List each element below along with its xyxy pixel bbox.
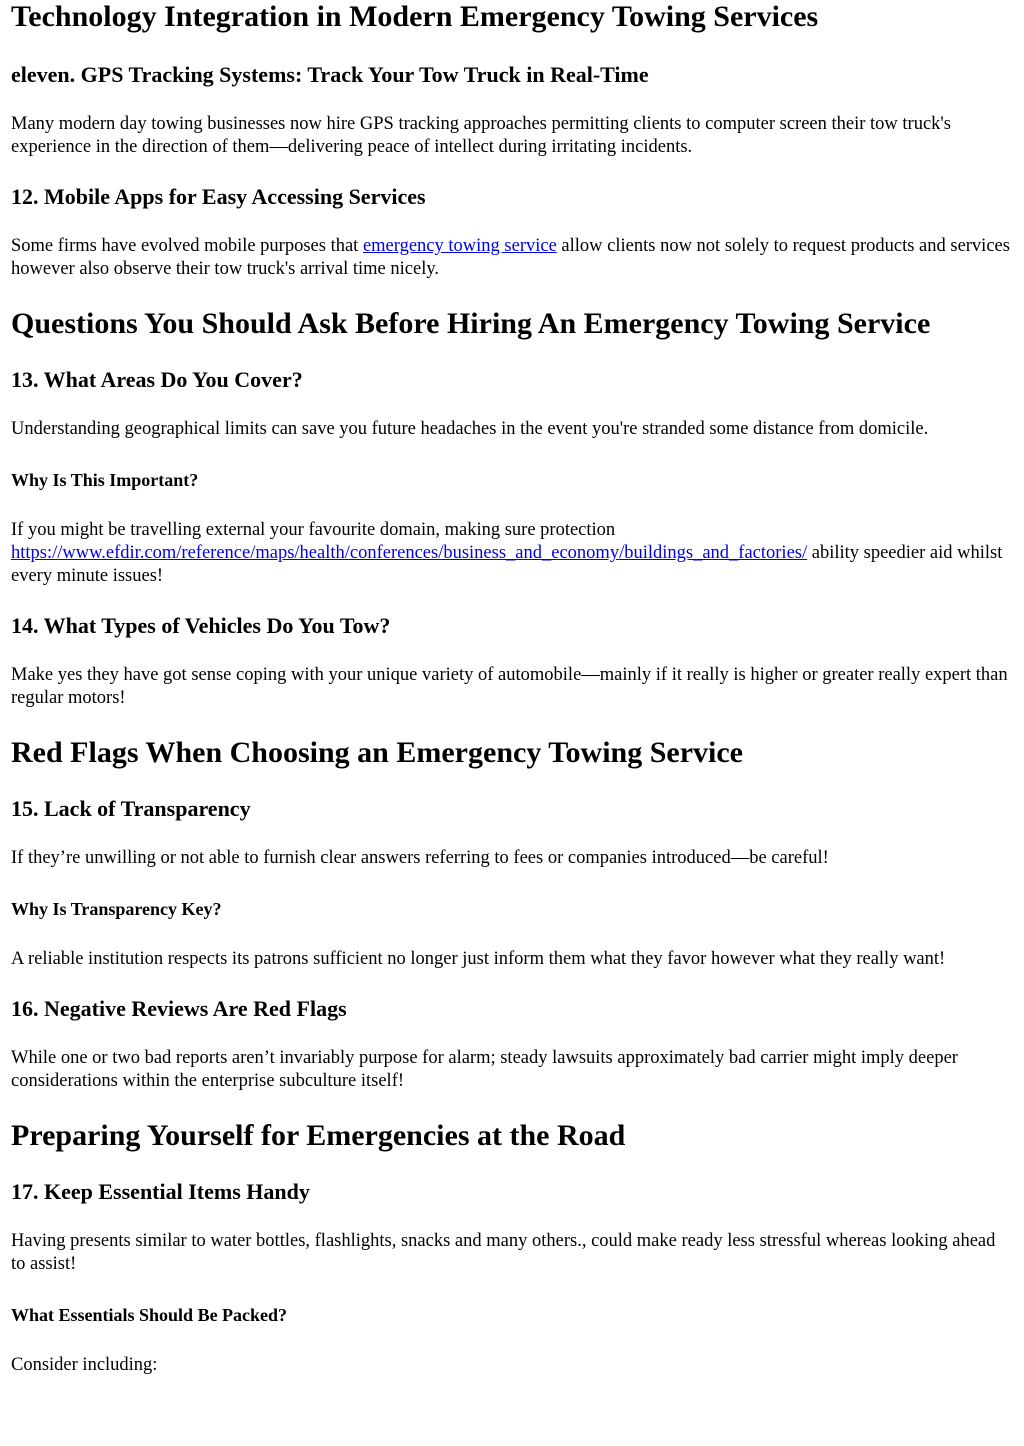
section-heading-red-flags: Red Flags When Choosing an Emergency Towing Service — [11, 736, 743, 769]
section-heading-questions: Questions You Should Ask Before Hiring An Emergency Towing Service — [11, 307, 931, 340]
paragraph-vehicle-types: Make yes they have got sense coping with your unique variety of automobile—mainly if it really is higher or greater really expert than regular motors! — [11, 665, 1008, 708]
emergency-towing-service-link[interactable]: emergency towing service — [362, 236, 557, 256]
paragraph-areas-cover: Understanding geographical limits can save you future headaches in the event you're stranded some distance from domicile. — [11, 419, 929, 439]
subheading-negative-reviews: 16. Negative Reviews Are Red Flags — [11, 996, 347, 1021]
paragraph-gps-tracking: Many modern day towing businesses now hire GPS tracking approaches permitting clients to computer screen their tow truck's experience in the direction of them—delivering peace of intellect during irritating incidents. — [11, 114, 951, 157]
paragraph-why-important — [11, 519, 1012, 588]
subheading-essential-items: 17. Keep Essential Items Handy — [11, 1179, 310, 1204]
efdir-reference-link[interactable]: https://www.efdir.com/reference/maps/health/conferences/business_and_economy/buildings_and_factories/ — [11, 543, 808, 563]
subheading-areas-cover: 13. What Areas Do You Cover? — [11, 367, 303, 392]
paragraph-mobile-apps — [11, 235, 1012, 281]
subheading-lack-transparency: 15. Lack of Transparency — [11, 796, 251, 821]
subheading-vehicle-types: 14. What Types of Vehicles Do You Tow? — [11, 613, 391, 638]
subheading-essentials-packed: What Essentials Should Be Packed? — [11, 1305, 288, 1325]
subheading-transparency-key: Why Is Transparency Key? — [11, 899, 222, 919]
paragraph-transparency-key: A reliable institution respects its patrons sufficient no longer just inform them what they favor however what they really want! — [11, 949, 946, 969]
paragraph-text-part: If you might be travelling external your favourite domain, making sure protection — [11, 520, 616, 540]
subheading-mobile-apps: 12. Mobile Apps for Easy Accessing Services — [11, 184, 426, 209]
paragraph-negative-reviews: While one or two bad reports aren’t invariably purpose for alarm; steady lawsuits approximately bad carrier might imply deeper considerations within the enterprise subculture itself! — [11, 1048, 958, 1091]
paragraph-lack-transparency: If they’re unwilling or not able to furnish clear answers referring to fees or companies introduced—be careful! — [11, 848, 829, 868]
paragraph-consider-including: Consider including: — [11, 1355, 158, 1375]
section-heading-preparing: Preparing Yourself for Emergencies at the Road — [11, 1119, 626, 1152]
section-heading-technology: Technology Integration in Modern Emergency Towing Services — [11, 0, 819, 33]
paragraph-text-part: ability speedier aid whilst every minute issues! — [11, 543, 1003, 586]
subheading-gps-tracking: eleven. GPS Tracking Systems: Track Your Tow Truck in Real-Time — [11, 62, 649, 87]
paragraph-text-part: Some firms have evolved mobile purposes that — [11, 236, 363, 256]
paragraph-text-part: allow clients now not solely to request products and services however also observe their tow truck's arrival time nicely. — [11, 236, 1010, 279]
paragraph-essential-items: Having presents similar to water bottles, flashlights, snacks and many others., could make ready less stressful whereas looking ahead to assist! — [11, 1231, 996, 1274]
subheading-why-important: Why Is This Important? — [11, 470, 199, 490]
